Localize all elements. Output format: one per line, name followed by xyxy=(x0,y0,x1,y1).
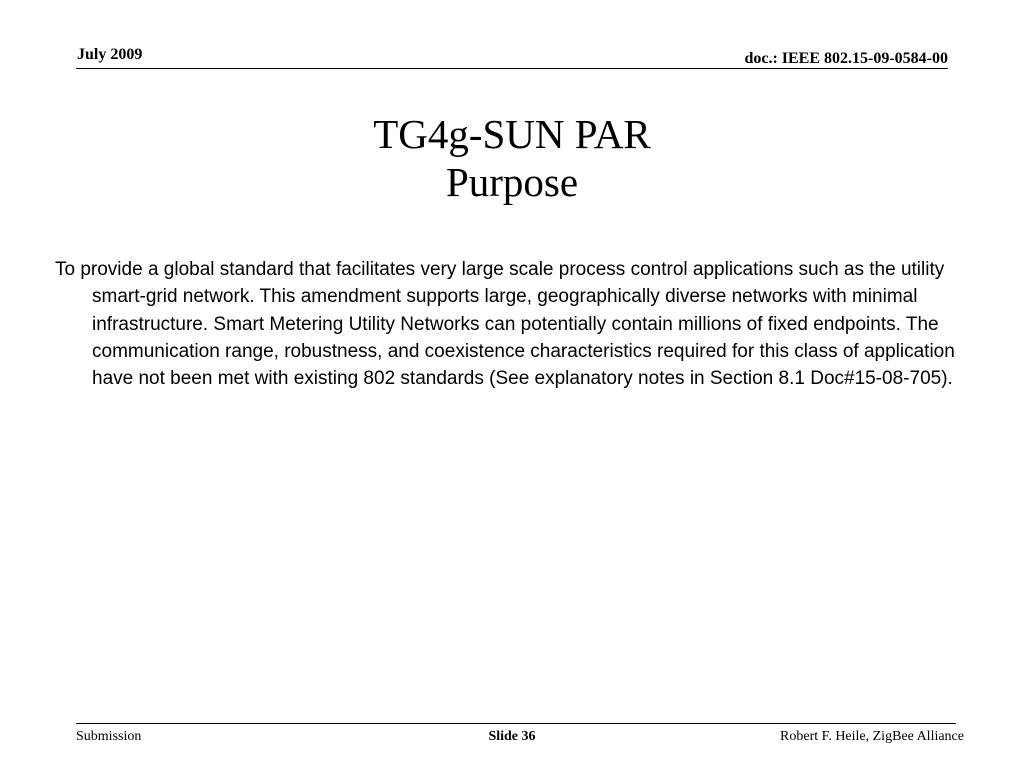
slide-title-line-1: TG4g-SUN PAR xyxy=(373,111,651,157)
header-divider xyxy=(76,68,948,69)
footer-slide-number: Slide 36 xyxy=(488,729,536,744)
footer-divider xyxy=(76,723,956,724)
header-date: July 2009 xyxy=(77,46,143,63)
slide-body-paragraph: To provide a global standard that facilitates very large scale process control applications such as the utility smart-grid network. This amendment supports large, geographically diverse networks with minimal infrastructure. Smart Metering Utility Networks can potentially contain millions of fixed endpoints. The communication range, robustness, and coexistence characteristics required for this class of application have not been met with existing 802 standards (See explanatory notes in Section 8.1 Doc#15-08-705). xyxy=(55,259,955,390)
slide-title xyxy=(0,110,1024,206)
footer-author: Robert F. Heile, ZigBee Alliance xyxy=(780,729,964,744)
slide-title-line-2: Purpose xyxy=(445,159,579,205)
footer-submission: Submission xyxy=(76,729,142,744)
header-document-id: doc.: IEEE 802.15-09-0584-00 xyxy=(744,50,948,67)
